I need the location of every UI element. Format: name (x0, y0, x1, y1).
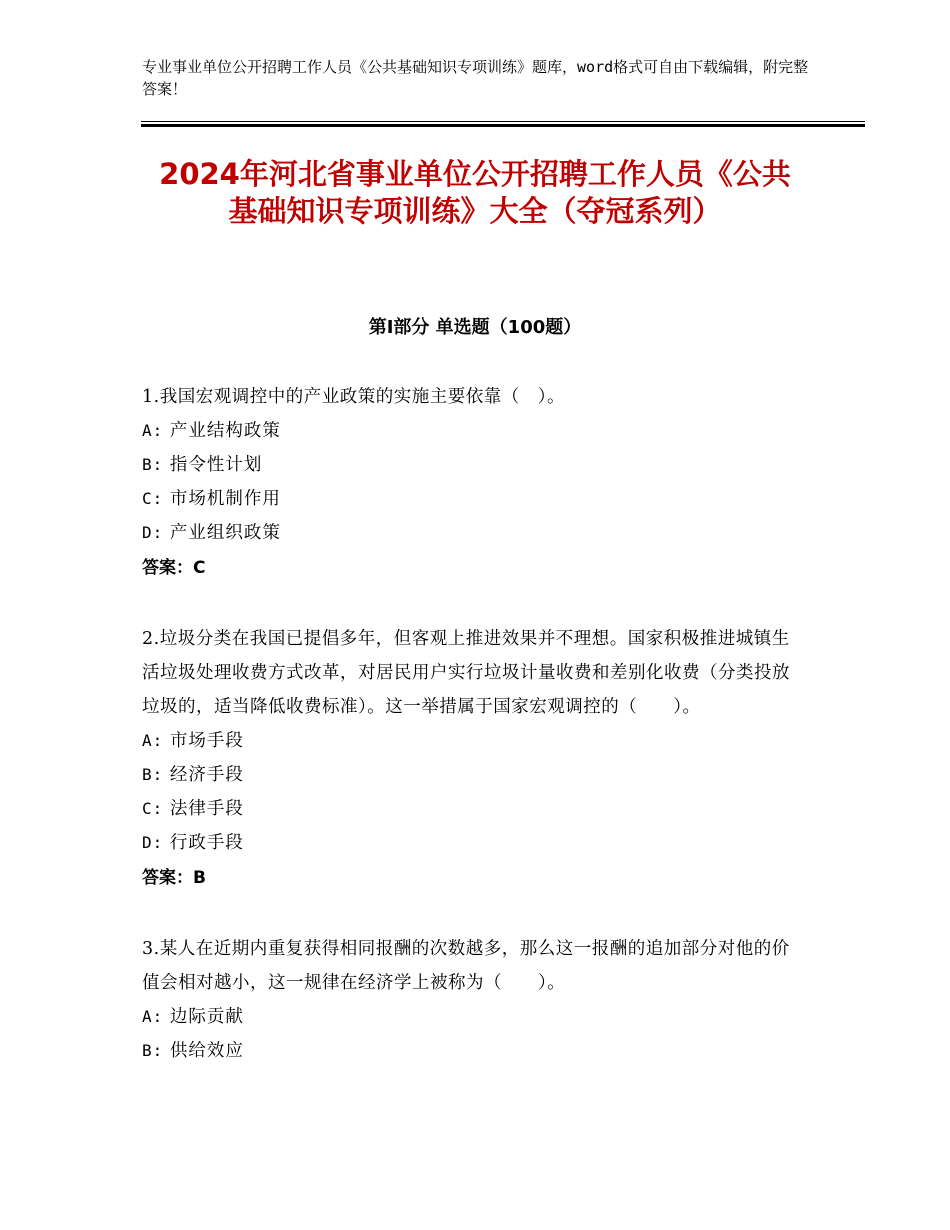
question-gap (142, 896, 802, 932)
option-key: A: (142, 1007, 164, 1026)
option-text: 市场机制作用 (169, 489, 281, 509)
option-text: 法律手段 (169, 799, 244, 819)
question-gap (142, 586, 802, 622)
option-key: B: (142, 455, 164, 474)
option-c (142, 792, 802, 826)
question-3 (142, 932, 802, 1068)
answer-label: 答案：B (142, 868, 206, 888)
option-b (142, 448, 802, 482)
question-text: 3.某人在近期内重复获得相同报酬的次数越多，那么这一报酬的追加部分对他的价值会相对越小，这一规律在经济学上被称为（ ）。 (142, 939, 790, 993)
option-text: 指令性计划 (169, 455, 263, 475)
option-text: 经济手段 (169, 765, 244, 785)
option-key: D: (142, 833, 164, 852)
header-rule-thick (141, 124, 865, 127)
section-heading: 第Ⅰ部分 单选题（100题） (368, 317, 582, 338)
option-a (142, 414, 802, 448)
option-key: B: (142, 1041, 164, 1060)
option-b (142, 758, 802, 792)
option-b (142, 1034, 802, 1068)
option-key: A: (142, 731, 164, 750)
option-key: A: (142, 421, 164, 440)
option-text: 行政手段 (169, 833, 244, 853)
question-1 (142, 380, 802, 586)
option-d (142, 516, 802, 550)
header-note: 专业事业单位公开招聘工作人员《公共基础知识专项训练》题库，word格式可自由下载编辑，附完整答案！ (142, 58, 809, 98)
document-title: 2024年河北省事业单位公开招聘工作人员《公共基础知识专项训练》大全（夺冠系列） (159, 157, 791, 228)
option-text: 供给效应 (169, 1041, 244, 1061)
option-key: C: (142, 799, 164, 818)
question-text: 1.我国宏观调控中的产业政策的实施主要依靠（ ）。 (142, 387, 565, 407)
option-key: B: (142, 765, 164, 784)
option-a (142, 724, 802, 758)
option-d (142, 826, 802, 860)
option-text: 市场手段 (169, 731, 244, 751)
option-text: 产业结构政策 (169, 421, 281, 441)
question-2 (142, 622, 802, 896)
answer-label: 答案：C (142, 558, 206, 578)
option-a (142, 1000, 802, 1034)
question-text: 2.垃圾分类在我国已提倡多年，但客观上推进效果并不理想。国家积极推进城镇生活垃圾处理收费方式改革，对居民用户实行垃圾计量收费和差别化收费（分类投放垃圾的，适当降低收费标准）。这一举措属于国家宏观调控的（ ）。 (142, 629, 790, 717)
option-text: 产业组织政策 (169, 523, 281, 543)
option-c (142, 482, 802, 516)
option-key: D: (142, 523, 164, 542)
header-rule-thin (141, 121, 865, 122)
option-key: C: (142, 489, 164, 508)
question-list (142, 380, 802, 1068)
option-text: 边际贡献 (169, 1007, 244, 1027)
